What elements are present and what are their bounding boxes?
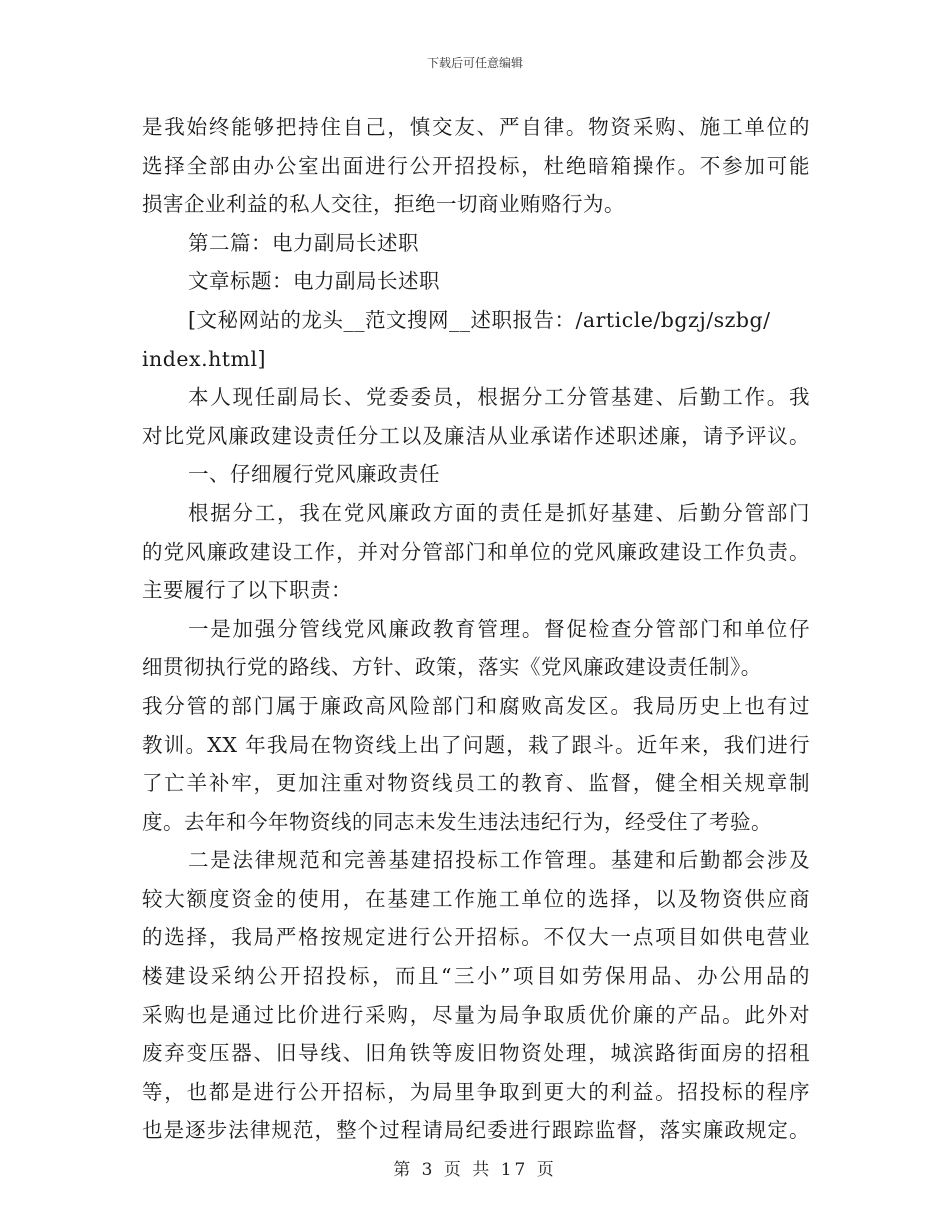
subsection-heading: 一、仔细履行党风廉政责任 xyxy=(188,462,440,487)
paragraph-line: 采购也是通过比价进行采购，尽量为局争取质优价廉的产品。此外对 xyxy=(142,1002,810,1027)
document-body xyxy=(142,108,810,1150)
page-number-footer: 第 3 页 共 17 页 xyxy=(393,1160,557,1180)
paragraph-line: 楼建设采纳公开招投标，而且“三小”项目如劳保用品、办公用品的 xyxy=(142,964,810,989)
paragraph-line: 选择全部由办公室出面进行公开招投标，杜绝暗箱操作。不参加可能 xyxy=(142,153,810,178)
paragraph-line: 主要履行了以下职责： xyxy=(142,578,352,603)
paragraph-line: 细贯彻执行党的路线、方针、政策，落实《党风廉政建设责任制》。 xyxy=(142,655,762,680)
paragraph-line: 二是法律规范和完善基建招投标工作管理。基建和后勤都会涉及 xyxy=(188,848,810,873)
source-reference-line: index.html] xyxy=(142,346,267,371)
paragraph-line: 一是加强分管线党风廉政教育管理。督促检查分管部门和单位仔 xyxy=(188,616,810,641)
paragraph-line: 等，也都是进行公开招标，为局里争取到更大的利益。招投标的程序 xyxy=(142,1079,810,1104)
paragraph-line: 是我始终能够把持住自己，慎交友、严自律。物资采购、施工单位的 xyxy=(142,115,810,139)
paragraph-line: 较大额度资金的使用，在基建工作施工单位的选择，以及物资供应商 xyxy=(142,886,810,911)
paragraph-line: 根据分工，我在党风廉政方面的责任是抓好基建、后勤分管部门 xyxy=(188,500,810,525)
paragraph-line: 损害企业利益的私人交往，拒绝一切商业贿赂行为。 xyxy=(142,192,625,217)
paragraph-line: 也是逐步法律规范，整个过程请局纪委进行跟踪监督，落实廉政规定。 xyxy=(142,1118,810,1143)
paragraph-line: 度。去年和今年物资线的同志未发生违法违纪行为，经受住了考验。 xyxy=(142,809,772,834)
article-title-line: 文章标题：电力副局长述职 xyxy=(188,269,440,294)
paragraph-line: 对比党风廉政建设责任分工以及廉洁从业承诺作述职述廉，请予评议。 xyxy=(142,423,810,448)
section-heading: 第二篇：电力副局长述职 xyxy=(188,230,419,255)
page-header-note: 下载后可任意编辑 xyxy=(426,56,523,70)
paragraph-line: 教训。XX 年我局在物资线上出了问题，栽了跟斗。近年来，我们进行 xyxy=(142,732,810,757)
paragraph-line: 的党风廉政建设工作，并对分管部门和单位的党风廉政建设工作负责。 xyxy=(142,539,810,564)
paragraph-line: 本人现任副局长、党委委员，根据分工分管基建、后勤工作。我 xyxy=(188,385,810,410)
paragraph-line: 我分管的部门属于廉政高风险部门和腐败高发区。我局历史上也有过 xyxy=(142,693,810,718)
paragraph-line: 废弃变压器、旧导线、旧角铁等废旧物资处理，城滨路街面房的招租 xyxy=(142,1041,810,1066)
paragraph-line: 的选择，我局严格按规定进行公开招标。不仅大一点项目如供电营业 xyxy=(142,925,810,950)
source-reference-line: [文秘网站的龙头__范文搜网__述职报告：/article/bgzj/szbg/ xyxy=(188,307,771,332)
paragraph-line: 了亡羊补牢，更加注重对物资线员工的教育、监督，健全相关规章制 xyxy=(142,771,810,796)
